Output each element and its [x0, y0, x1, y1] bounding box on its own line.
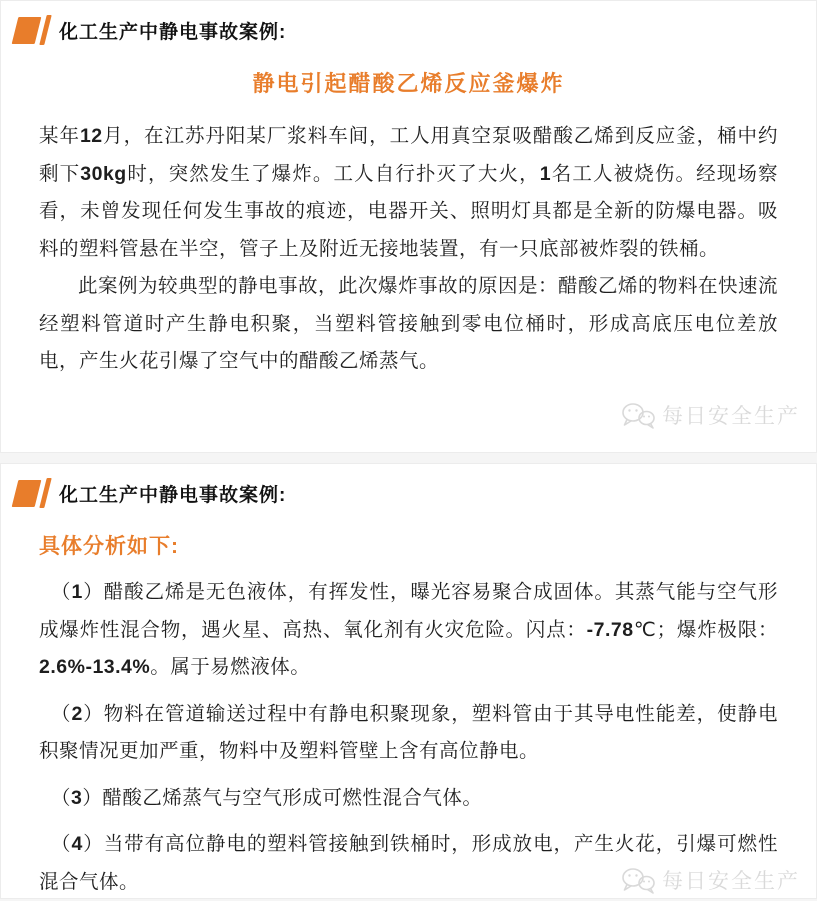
analysis-card [0, 463, 817, 899]
card-header [15, 15, 778, 45]
case-paragraph-1: 某年12月，在江苏丹阳某厂浆料车间，工人用真空泵吸醋酸乙烯到反应釜，桶中约剩下30kg时，突然发生了爆炸。工人自行扑灭了大火，1名工人被烧伤。经现场察看，未曾发现任何发生事故的痕迹，电器开关、照明灯具都是全新的防爆电器。吸料的塑料管悬在半空，管子上及附近无接地装置，有一只底部被炸裂的铁桶。 [39, 125, 778, 260]
wechat-icon [620, 402, 656, 429]
wechat-icon [620, 867, 656, 894]
watermark [620, 400, 800, 430]
analysis-item-2: （2）物料在管道输送过程中有静电积聚现象，塑料管由于其导电性能差，使静电积聚情况更加严重，物料中及塑料管壁上含有高位静电。 [39, 702, 778, 762]
slash-big-shape [12, 17, 42, 44]
double-slash-icon [15, 478, 48, 508]
watermark-label: 每日安全生产 [662, 405, 800, 428]
slash-thin-shape [39, 15, 51, 45]
double-slash-icon [15, 15, 48, 45]
slash-big-shape [12, 480, 42, 507]
card-header-label: 化工生产中静电事故案例: [59, 21, 287, 43]
analysis-item-4: （4）当带有高位静电的塑料管接触到铁桶时，形成放电，产生火花，引爆可燃性混合气体。 [39, 833, 778, 893]
analysis-item-1: （1）醋酸乙烯是无色液体，有挥发性，曝光容易聚合成固体。其蒸气能与空气形成爆炸性混合物，遇火星、高热、氧化剂有火灾危险。闪点：-7.78℃；爆炸极限：2.6%-13.4%。属于易燃液体。 [39, 581, 778, 678]
case-paragraph-2: 此案例为较典型的静电事故，此次爆炸事故的原因是：醋酸乙烯的物料在快速流经塑料管道时产生静电积聚，当塑料管接触到零电位桶时，形成高底压电位差放电，产生火花引爆了空气中的醋酸乙烯蒸气。 [39, 275, 779, 372]
analysis-item-3: （3）醋酸乙烯蒸气与空气形成可燃性混合气体。 [51, 786, 483, 809]
card-header-label: 化工生产中静电事故案例: [59, 484, 287, 506]
analysis-list [39, 574, 778, 901]
watermark [620, 865, 800, 895]
slash-thin-shape [39, 478, 51, 508]
watermark-label: 每日安全生产 [662, 870, 800, 893]
card-header [15, 478, 778, 508]
analysis-subtitle: 具体分析如下: [39, 535, 179, 558]
case-title: 静电引起醋酸乙烯反应釜爆炸 [252, 71, 565, 96]
